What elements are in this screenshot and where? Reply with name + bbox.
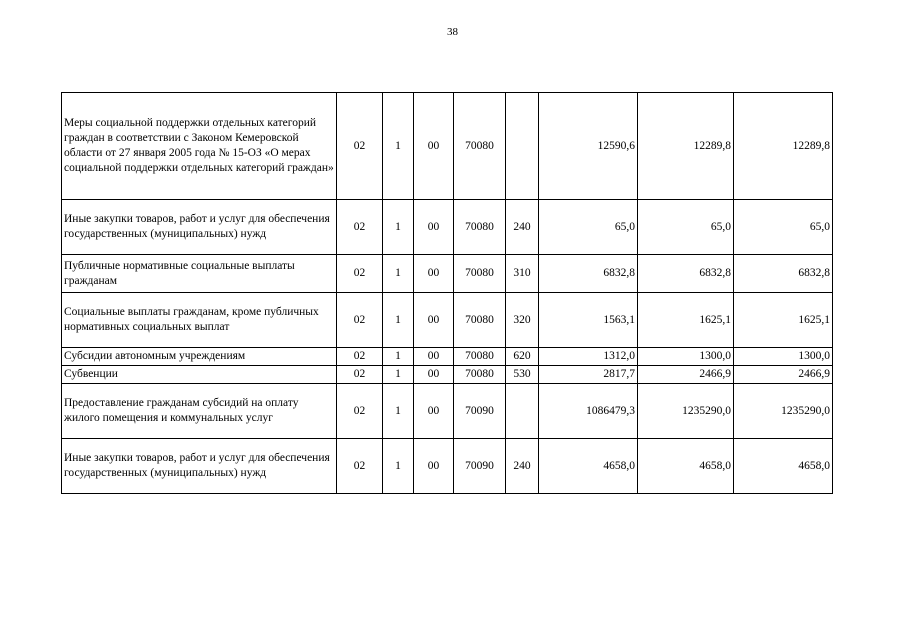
value-cell: 1235290,0 [734,384,833,439]
value-cell: 1086479,3 [539,384,638,439]
row-name-cell: Иные закупки товаров, работ и услуг для обеспечения государственных (муниципальных) нужд [62,439,337,494]
value-cell: 2466,9 [638,366,734,384]
code-cell: 00 [414,93,454,200]
code-cell: 1 [383,93,414,200]
code-cell: 00 [414,200,454,255]
value-cell: 1300,0 [638,348,734,366]
code-cell: 02 [337,293,383,348]
table-row [62,255,833,293]
code-cell: 70080 [454,348,506,366]
code-cell: 1 [383,255,414,293]
value-cell: 4658,0 [734,439,833,494]
code-cell: 02 [337,384,383,439]
row-name-cell: Иные закупки товаров, работ и услуг для обеспечения государственных (муниципальных) нужд [62,200,337,255]
table-row [62,200,833,255]
value-cell: 2466,9 [734,366,833,384]
value-cell: 12289,8 [734,93,833,200]
code-cell: 70080 [454,200,506,255]
value-cell: 65,0 [734,200,833,255]
code-cell [506,384,539,439]
value-cell: 6832,8 [734,255,833,293]
value-cell: 2817,7 [539,366,638,384]
value-cell: 1625,1 [638,293,734,348]
code-cell: 02 [337,255,383,293]
row-name-cell: Публичные нормативные социальные выплаты гражданам [62,255,337,293]
code-cell: 70090 [454,439,506,494]
code-cell: 320 [506,293,539,348]
code-cell: 70080 [454,93,506,200]
code-cell: 240 [506,200,539,255]
table-row [62,366,833,384]
code-cell: 70090 [454,384,506,439]
row-name-cell: Социальные выплаты гражданам, кроме публичных нормативных социальных выплат [62,293,337,348]
row-name-cell: Субвенции [62,366,337,384]
code-cell: 240 [506,439,539,494]
code-cell: 00 [414,293,454,348]
code-cell: 70080 [454,255,506,293]
row-name-cell: Предоставление гражданам субсидий на оплату жилого помещения и коммунальных услуг [62,384,337,439]
code-cell: 310 [506,255,539,293]
value-cell: 6832,8 [539,255,638,293]
row-name-cell: Меры социальной поддержки отдельных категорий граждан в соответствии с Законом Кемеровской области от 27 января 2005 года № 15-ОЗ «О мерах социальной поддержки отдельных категорий граждан» [62,93,337,200]
code-cell: 02 [337,366,383,384]
code-cell: 1 [383,439,414,494]
code-cell: 00 [414,348,454,366]
code-cell: 00 [414,439,454,494]
code-cell: 00 [414,255,454,293]
code-cell: 620 [506,348,539,366]
table-row [62,93,833,200]
code-cell: 70080 [454,366,506,384]
code-cell: 02 [337,200,383,255]
budget-table [61,92,833,494]
code-cell: 00 [414,384,454,439]
value-cell: 1300,0 [734,348,833,366]
table-row [62,439,833,494]
value-cell: 65,0 [638,200,734,255]
value-cell: 12590,6 [539,93,638,200]
code-cell: 1 [383,200,414,255]
code-cell: 02 [337,439,383,494]
code-cell: 02 [337,93,383,200]
value-cell: 65,0 [539,200,638,255]
code-cell: 1 [383,293,414,348]
code-cell: 00 [414,366,454,384]
value-cell: 12289,8 [638,93,734,200]
value-cell: 1563,1 [539,293,638,348]
code-cell: 1 [383,348,414,366]
code-cell: 1 [383,366,414,384]
code-cell: 70080 [454,293,506,348]
code-cell: 530 [506,366,539,384]
row-name-cell: Субсидии автономным учреждениям [62,348,337,366]
value-cell: 4658,0 [539,439,638,494]
value-cell: 1625,1 [734,293,833,348]
code-cell: 1 [383,384,414,439]
table-row [62,384,833,439]
table-row [62,348,833,366]
value-cell: 1312,0 [539,348,638,366]
value-cell: 4658,0 [638,439,734,494]
table-row [62,293,833,348]
code-cell [506,93,539,200]
value-cell: 1235290,0 [638,384,734,439]
value-cell: 6832,8 [638,255,734,293]
code-cell: 02 [337,348,383,366]
page-number: 38 [447,26,458,38]
